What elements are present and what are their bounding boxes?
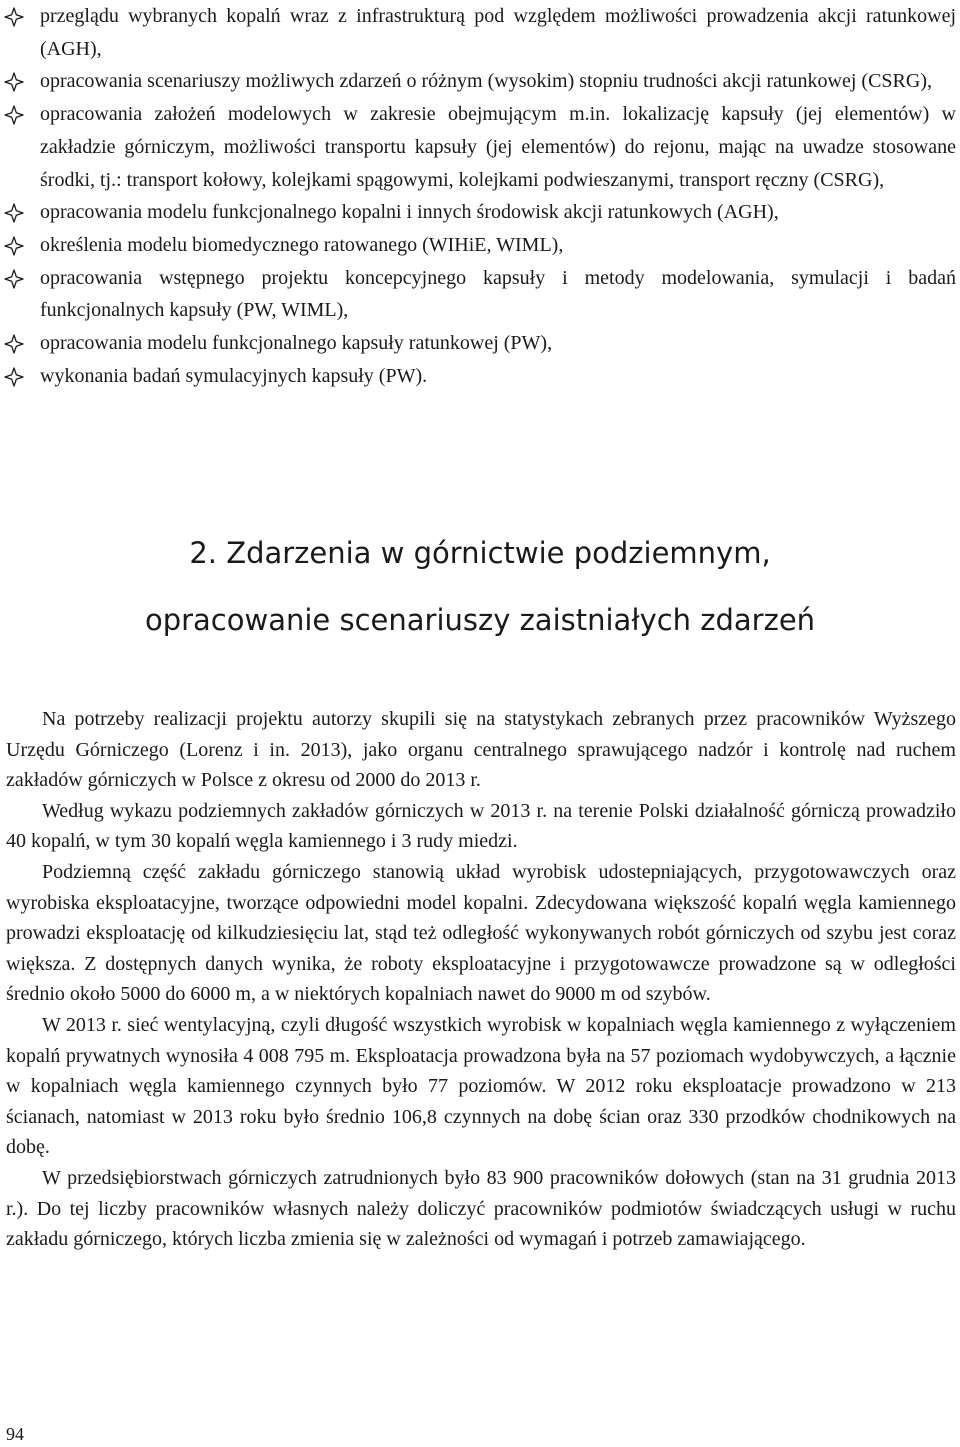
bullet-text: wykonania badań symulacyjnych kapsuły (PW). <box>40 364 428 387</box>
bullet-item <box>0 65 960 98</box>
paragraph: Na potrzeby realizacji projektu autorzy skupili się na statystykach zebranych przez pracowników Wyższego Urzędu Górniczego (Lorenz i in. 2013), jako organu centralnego sprawującego nadzór i kontrolę nad ruchem zakładów górniczych w Polsce z okresu od 2000 do 2013 r. <box>6 708 956 792</box>
four-point-star-outline-icon <box>4 269 24 289</box>
bullet-list <box>0 0 960 392</box>
section-heading-line-1: 2. Zdarzenia w górnictwie podziemnym, <box>189 536 771 570</box>
paragraph: W 2013 r. sieć wentylacyjną, czyli długość wszystkich wyrobisk w kopalniach węgla kamiennego z wyłączeniem kopalń prywatnych wynosiła 4 008 795 m. Eksploatacja prowadzona była na 57 poziomach wydobywczych, a łącznie w kopalniach węgla kamiennego czynnych było 77 poziomów. W 2012 roku eksploatacje prowadzono w 213 ścianach, natomiast w 2013 roku było średnio 106,8 czynnych na dobę ścian oraz 330 przodków chodnikowych na dobę. <box>6 1013 956 1159</box>
bullet-text: opracowania scenariuszy możliwych zdarzeń o różnym (wysokim) stopniu trudności akcji ratunkowej (CSRG), <box>40 70 932 93</box>
bullet-text: określenia modelu biomedycznego ratowanego (WIHiE, WIML), <box>40 233 564 256</box>
bullet-item <box>0 0 960 65</box>
paragraph: W przedsiębiorstwach górniczych zatrudnionych było 83 900 pracowników dołowych (stan na 31 grudnia 2013 r.). Do tej liczby pracowników własnych należy doliczyć pracowników podmiotów świadczących usługi w ruchu zakładu górniczego, których liczba zmienia się w zależności od wymagań i potrzeb zamawiającego. <box>6 1166 956 1251</box>
paragraph: Według wykazu podziemnych zakładów górniczych w 2013 r. na terenie Polski działalność górniczą prowadziło 40 kopalń, w tym 30 kopalń węgla kamiennego i 3 rudy miedzi. <box>6 799 956 853</box>
paragraph: Podziemną część zakładu górniczego stanowią układ wyrobisk udostepniających, przygotowawczych oraz wyrobiska eksploatacyjne, tworzące odpowiedni model kopalni. Zdecydowana większość kopalń węgla kamiennego prowadzi eksploatację od kilkudziesięciu lat, stąd też odległość wykonywanych robót górniczych od szybu jest coraz większa. Z dostępnych danych wynika, że roboty eksploatacyjne i przygotowawcze prowadzone są w odległości średnio około 5000 do 6000 m, a w niektórych kopalniach nawet do 9000 m od szybów. <box>6 860 956 1006</box>
bullet-text: przeglądu wybranych kopalń wraz z infrastrukturą pod względem możliwości prowadzenia akcji ratunkowej (AGH), <box>40 5 956 60</box>
bullet-item <box>0 98 960 196</box>
four-point-star-outline-icon <box>4 7 24 27</box>
four-point-star-outline-icon <box>4 203 24 223</box>
four-point-star-outline-icon <box>4 334 24 354</box>
bullet-text: opracowania modelu funkcjonalnego kapsuły ratunkowej (PW), <box>40 332 553 355</box>
page-number: 94 <box>6 1424 24 1444</box>
bullet-text: opracowania wstępnego projektu koncepcyjnego kapsuły i metody modelowania, symulacji i badań funkcjonalnych kapsuły (PW, WIML), <box>40 266 956 322</box>
bullet-item <box>0 327 960 360</box>
bullet-item <box>0 262 960 327</box>
body-text <box>6 704 956 1255</box>
bullet-text: opracowania założeń modelowych w zakresie obejmującym m.in. lokalizację kapsuły (jej elementów) w zakładzie górniczym, możliwości transportu kapsuły (jej elementów) do rejonu, mając na uwadze stosowane środki, tj.: transport kołowy, kolejkami spągowymi, kolejkami podwieszanymi, transport ręczny (CSRG), <box>40 103 956 191</box>
four-point-star-outline-icon <box>4 367 24 387</box>
bullet-item <box>0 360 960 393</box>
bullet-item <box>0 229 960 262</box>
bullet-text: opracowania modelu funkcjonalnego kopalni i innych środowisk akcji ratunkowych (AGH), <box>40 201 779 224</box>
four-point-star-outline-icon <box>4 72 24 92</box>
bullet-item <box>0 196 960 229</box>
four-point-star-outline-icon <box>4 105 24 125</box>
four-point-star-outline-icon <box>4 236 24 256</box>
section-heading-line-2: opracowanie scenariuszy zaistniałych zdarzeń <box>144 603 816 637</box>
